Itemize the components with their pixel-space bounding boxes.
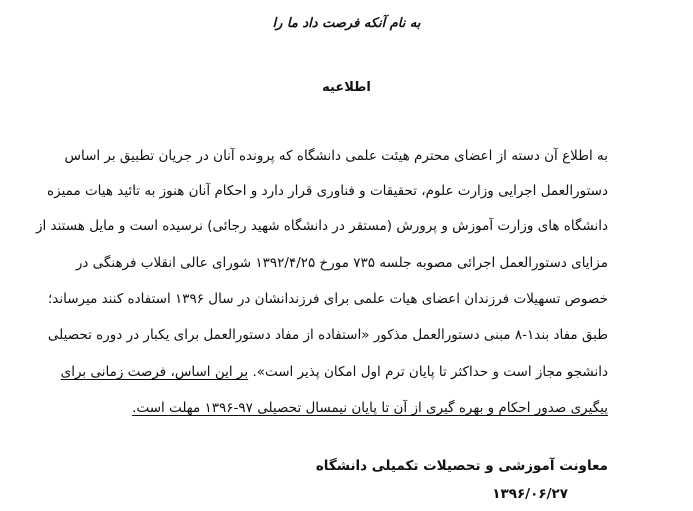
basmala-heading: به نام آنکه فرصت داد ما را (272, 16, 421, 31)
body-line-5: خصوص تسهیلات فرزندان اعضای هیات علمی برای فرزندانشان در سال ۱۳۹۶ استفاده کنند میرساند؛ (47, 291, 608, 307)
body-line-1: به اطلاع آن دسته از اعضای محترم هیئت علمی دانشگاه که پرونده آنان در جریان تطبیق بر اساس (64, 148, 608, 164)
body-line-7-plain: دانشجو مجاز است و حداکثر تا پایان ترم اول امکان پذیر است». (252, 364, 608, 380)
signature-office: معاونت آموزشی و تحصیلات تکمیلی دانشگاه (315, 458, 608, 474)
body-line-8-underlined: پیگیری صدور احکام و بهره گیری از آن تا پایان نیمسال تحصیلی ۹۷-۱۳۹۶ مهلت است. (132, 400, 608, 416)
body-line-4: مزایای دستورالعمل اجرائی مصوبه جلسه ۷۳۵ مورخ ۱۳۹۲/۴/۲۵ شورای عالی انقلاب فرهنگی در (75, 255, 608, 271)
notice-title: اطلاعیه (322, 80, 371, 95)
body-line-6: طبق مفاد بند۱-۸ مبنی دستورالعمل مذکور «استفاده از مفاد دستورالعمل برای یکبار در دوره تحصیلی (47, 327, 608, 343)
body-line-2: دستورالعمل اجرایی وزارت علوم، تحقیقات و فناوری قرار دارد و احکام آنان هنوز به تائید هیات ممیزه (47, 183, 608, 199)
body-line-3: دانشگاه های وزارت آموزش و پرورش (مستقر در دانشگاه شهید رجائی) نرسیده است و مایل هستند از (35, 218, 608, 234)
body-line-7-underlined: بر این اساس، فرصت زمانی برای (60, 364, 249, 380)
body-line-7 (60, 364, 608, 380)
signature-date: ۱۳۹۶/۰۶/۲۷ (492, 486, 568, 502)
